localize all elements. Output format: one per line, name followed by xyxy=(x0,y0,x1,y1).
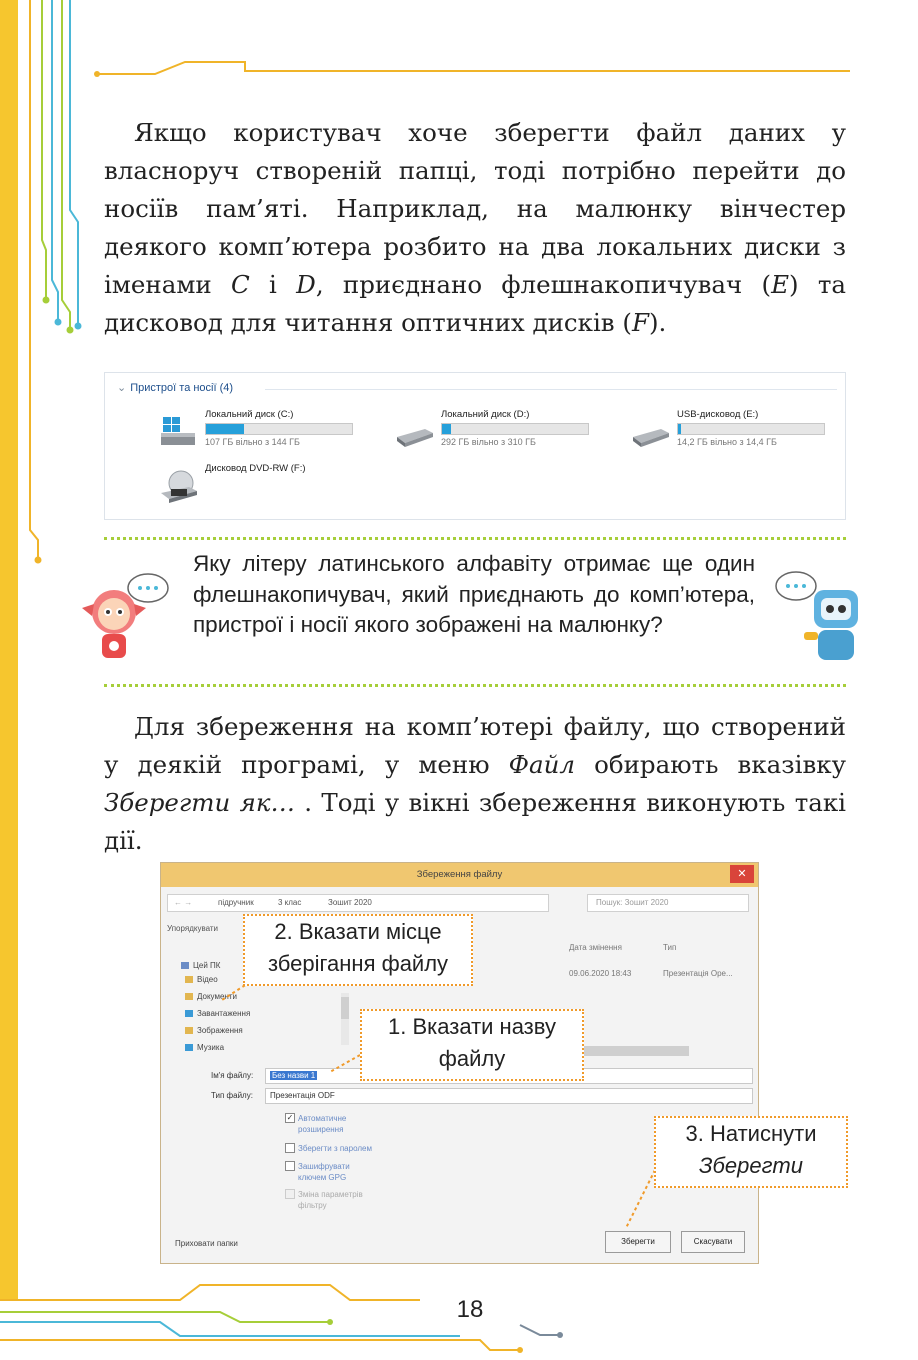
drive-d[interactable]: Локальний диск (D:) 292 ГБ вільно з 310 ГБ xyxy=(395,409,625,459)
organize-menu[interactable]: Упорядкувати xyxy=(167,924,219,933)
address-part-3[interactable]: Зошит 2020 xyxy=(328,898,372,907)
close-button[interactable]: ✕ xyxy=(730,865,754,883)
dialog-title: Збереження файлу xyxy=(416,869,503,880)
column-date[interactable]: Дата змінення xyxy=(569,943,622,952)
drive-e[interactable]: USB-дисковод (E:) 14,2 ГБ вільно з 14,4 ГБ xyxy=(631,409,861,459)
callout-step1: 1. Вказати назву файлу xyxy=(360,1009,584,1081)
paragraph-save: Для збереження на комп’ютері файлу, що створений у деякій програмі, у меню Файл обирають вказівку Зберегти як… . Тоді у вікні збереження виконують такі дії. xyxy=(104,712,847,855)
address-part-2[interactable]: 3 клас xyxy=(278,898,302,907)
tree-this-pc[interactable]: Цей ПК xyxy=(181,961,220,970)
devices-header[interactable]: ⌄ Пристрої та носії (4) xyxy=(117,382,234,394)
question-text: Яку літеру латинського алфавіту отримає ще один флешнакопичувач, який приєднають до комп’ютера, пристрої і носії якого зображені на малюнку? xyxy=(193,551,755,637)
chevron-down-icon: ⌄ xyxy=(117,382,127,394)
page-number: 18 xyxy=(456,1296,484,1323)
search-input[interactable]: Пошук: Зошит 2020 xyxy=(587,894,749,912)
letter-e: E xyxy=(771,270,789,299)
letter-f: F xyxy=(631,308,649,337)
filter-settings-checkbox: Зміна параметрів фільтру xyxy=(285,1189,364,1211)
callout-step2: 2. Вказати місце зберігання файлу xyxy=(243,914,473,986)
letter-d: D xyxy=(296,270,316,299)
callout-step3: 3. Натиснути Зберегти xyxy=(654,1116,848,1188)
address-part-1[interactable]: підручник xyxy=(218,898,254,907)
gpg-checkbox[interactable]: Зашифрувати ключем GPG xyxy=(285,1161,358,1183)
file-type[interactable]: Презентація Ope... xyxy=(663,969,733,978)
save-as-command: Зберегти як… xyxy=(104,788,295,817)
cancel-button[interactable]: Скасувати xyxy=(681,1231,745,1253)
hide-folders-toggle[interactable]: Приховати папки xyxy=(175,1239,238,1248)
drive-c[interactable]: Локальний диск (C:) 107 ГБ вільно з 144 ГБ xyxy=(159,409,389,459)
tree-music[interactable]: Музика xyxy=(185,1043,224,1052)
tree-downloads[interactable]: Завантаження xyxy=(185,1009,250,1018)
tree-video[interactable]: Відео xyxy=(185,975,218,984)
column-type[interactable]: Тип xyxy=(663,943,677,952)
file-date[interactable]: 09.06.2020 18:43 xyxy=(569,969,632,978)
filetype-label: Тип файлу: xyxy=(211,1091,253,1100)
menu-file-name: Файл xyxy=(508,750,575,779)
back-arrow-icon[interactable]: ← → xyxy=(174,898,193,907)
auto-extension-checkbox[interactable]: ✓ Автоматичне розширення xyxy=(286,1113,347,1134)
paragraph-drives: Якщо користувач хоче зберегти файл даних у власноруч створеній папці, тоді потрібно перейти до носіїв пам’яті. Наприклад, на малюнку вінчестер деякого комп’ютера розбито на два локальних диски з іменами C і D, приєднано флешнакопичувач (E) та дисковод для читання оптичних дисків (F). xyxy=(104,118,846,337)
drive-f[interactable]: Дисковод DVD-RW (F:) xyxy=(159,463,389,513)
tree-pictures[interactable]: Зображення xyxy=(185,1026,243,1035)
save-button[interactable]: Зберегти xyxy=(605,1231,671,1253)
filetype-select[interactable]: Презентація ODF xyxy=(265,1088,753,1104)
password-checkbox[interactable]: Зберегти з паролем xyxy=(285,1143,372,1154)
filename-field[interactable]: Без назви 1 xyxy=(265,1068,753,1084)
tree-documents[interactable]: Документи xyxy=(185,992,237,1001)
filename-label: Ім'я файлу: xyxy=(211,1071,254,1080)
letter-c: C xyxy=(231,270,250,299)
